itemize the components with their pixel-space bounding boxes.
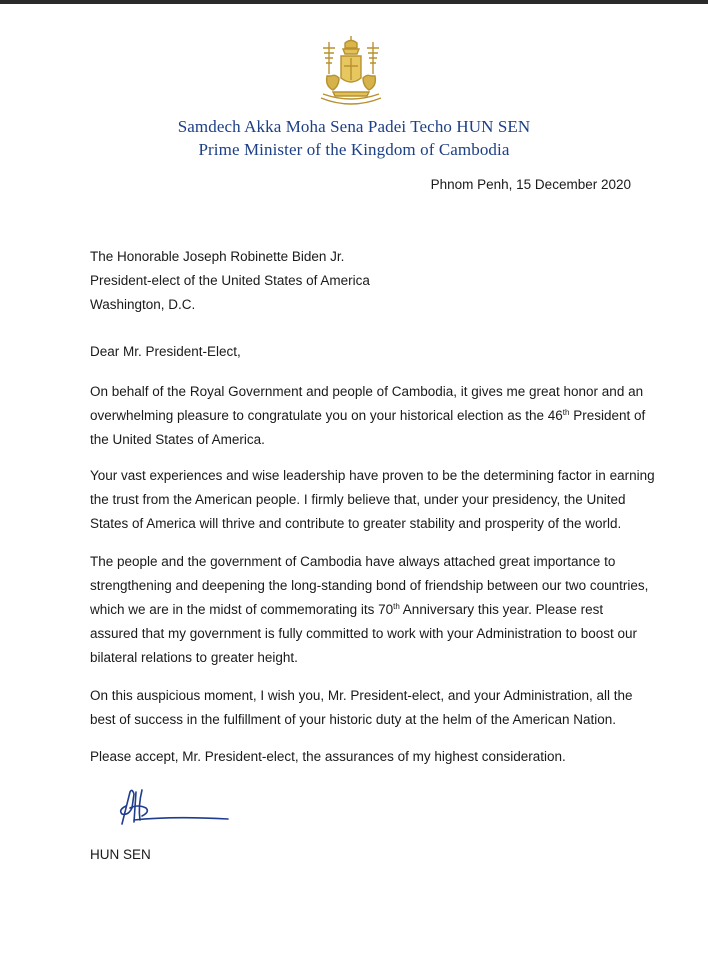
letterhead-title: Prime Minister of the Kingdom of Cambodia: [198, 140, 510, 159]
paragraph-line: assured that my government is fully committed to work with your Administration to boost our: [90, 626, 637, 641]
paragraph-wishes: [90, 684, 635, 732]
paragraph-line: overwhelming pleasure to congratulate you on your historical election as the 46th President of: [90, 408, 646, 423]
paragraph-line: best of success in the fulfillment of your historic duty at the helm of the American Nation.: [90, 712, 617, 727]
paragraph-line: States of America will thrive and contribute to greater stability and prosperity of the world.: [90, 516, 622, 531]
letter-date: Phnom Penh, 15 December 2020: [430, 177, 631, 192]
recipient-position: President-elect of the United States of America: [90, 273, 370, 288]
paragraph-line: the United States of America.: [90, 432, 265, 447]
paragraph-line: On behalf of the Royal Government and people of Cambodia, it gives me great honor and an: [90, 384, 644, 399]
royal-emblem-icon: [317, 34, 385, 110]
paragraph-line: strengthening and deepening the long-standing bond of friendship between our two countries,: [90, 578, 649, 593]
paragraph-line: On this auspicious moment, I wish you, Mr. President-elect, and your Administration, all the: [90, 688, 633, 703]
paragraph-line: the trust from the American people. I firmly believe that, under your presidency, the United: [90, 492, 626, 507]
top-border: [0, 0, 708, 4]
recipient-name: The Honorable Joseph Robinette Biden Jr.: [90, 249, 345, 264]
letterhead-name: Samdech Akka Moha Sena Padei Techo HUN SEN: [177, 117, 531, 136]
paragraph-congratulations: [90, 380, 646, 452]
paragraph-line: bilateral relations to greater height.: [90, 650, 298, 665]
handwritten-signature-icon: [112, 786, 232, 830]
salutation: Dear Mr. President-Elect,: [90, 344, 241, 359]
paragraph-friendship: [90, 550, 649, 670]
paragraph-leadership: [90, 464, 655, 536]
signer-name: HUN SEN: [90, 847, 151, 862]
paragraph-line: The people and the government of Cambodia have always attached great importance to: [90, 554, 616, 569]
paragraph-line: which we are in the midst of commemorating its 70th Anniversary this year. Please rest: [90, 602, 604, 617]
paragraph-line: Your vast experiences and wise leadership have proven to be the determining factor in earning: [90, 468, 655, 483]
recipient-location: Washington, D.C.: [90, 297, 196, 312]
closing-line: Please accept, Mr. President-elect, the assurances of my highest consideration.: [90, 749, 566, 764]
